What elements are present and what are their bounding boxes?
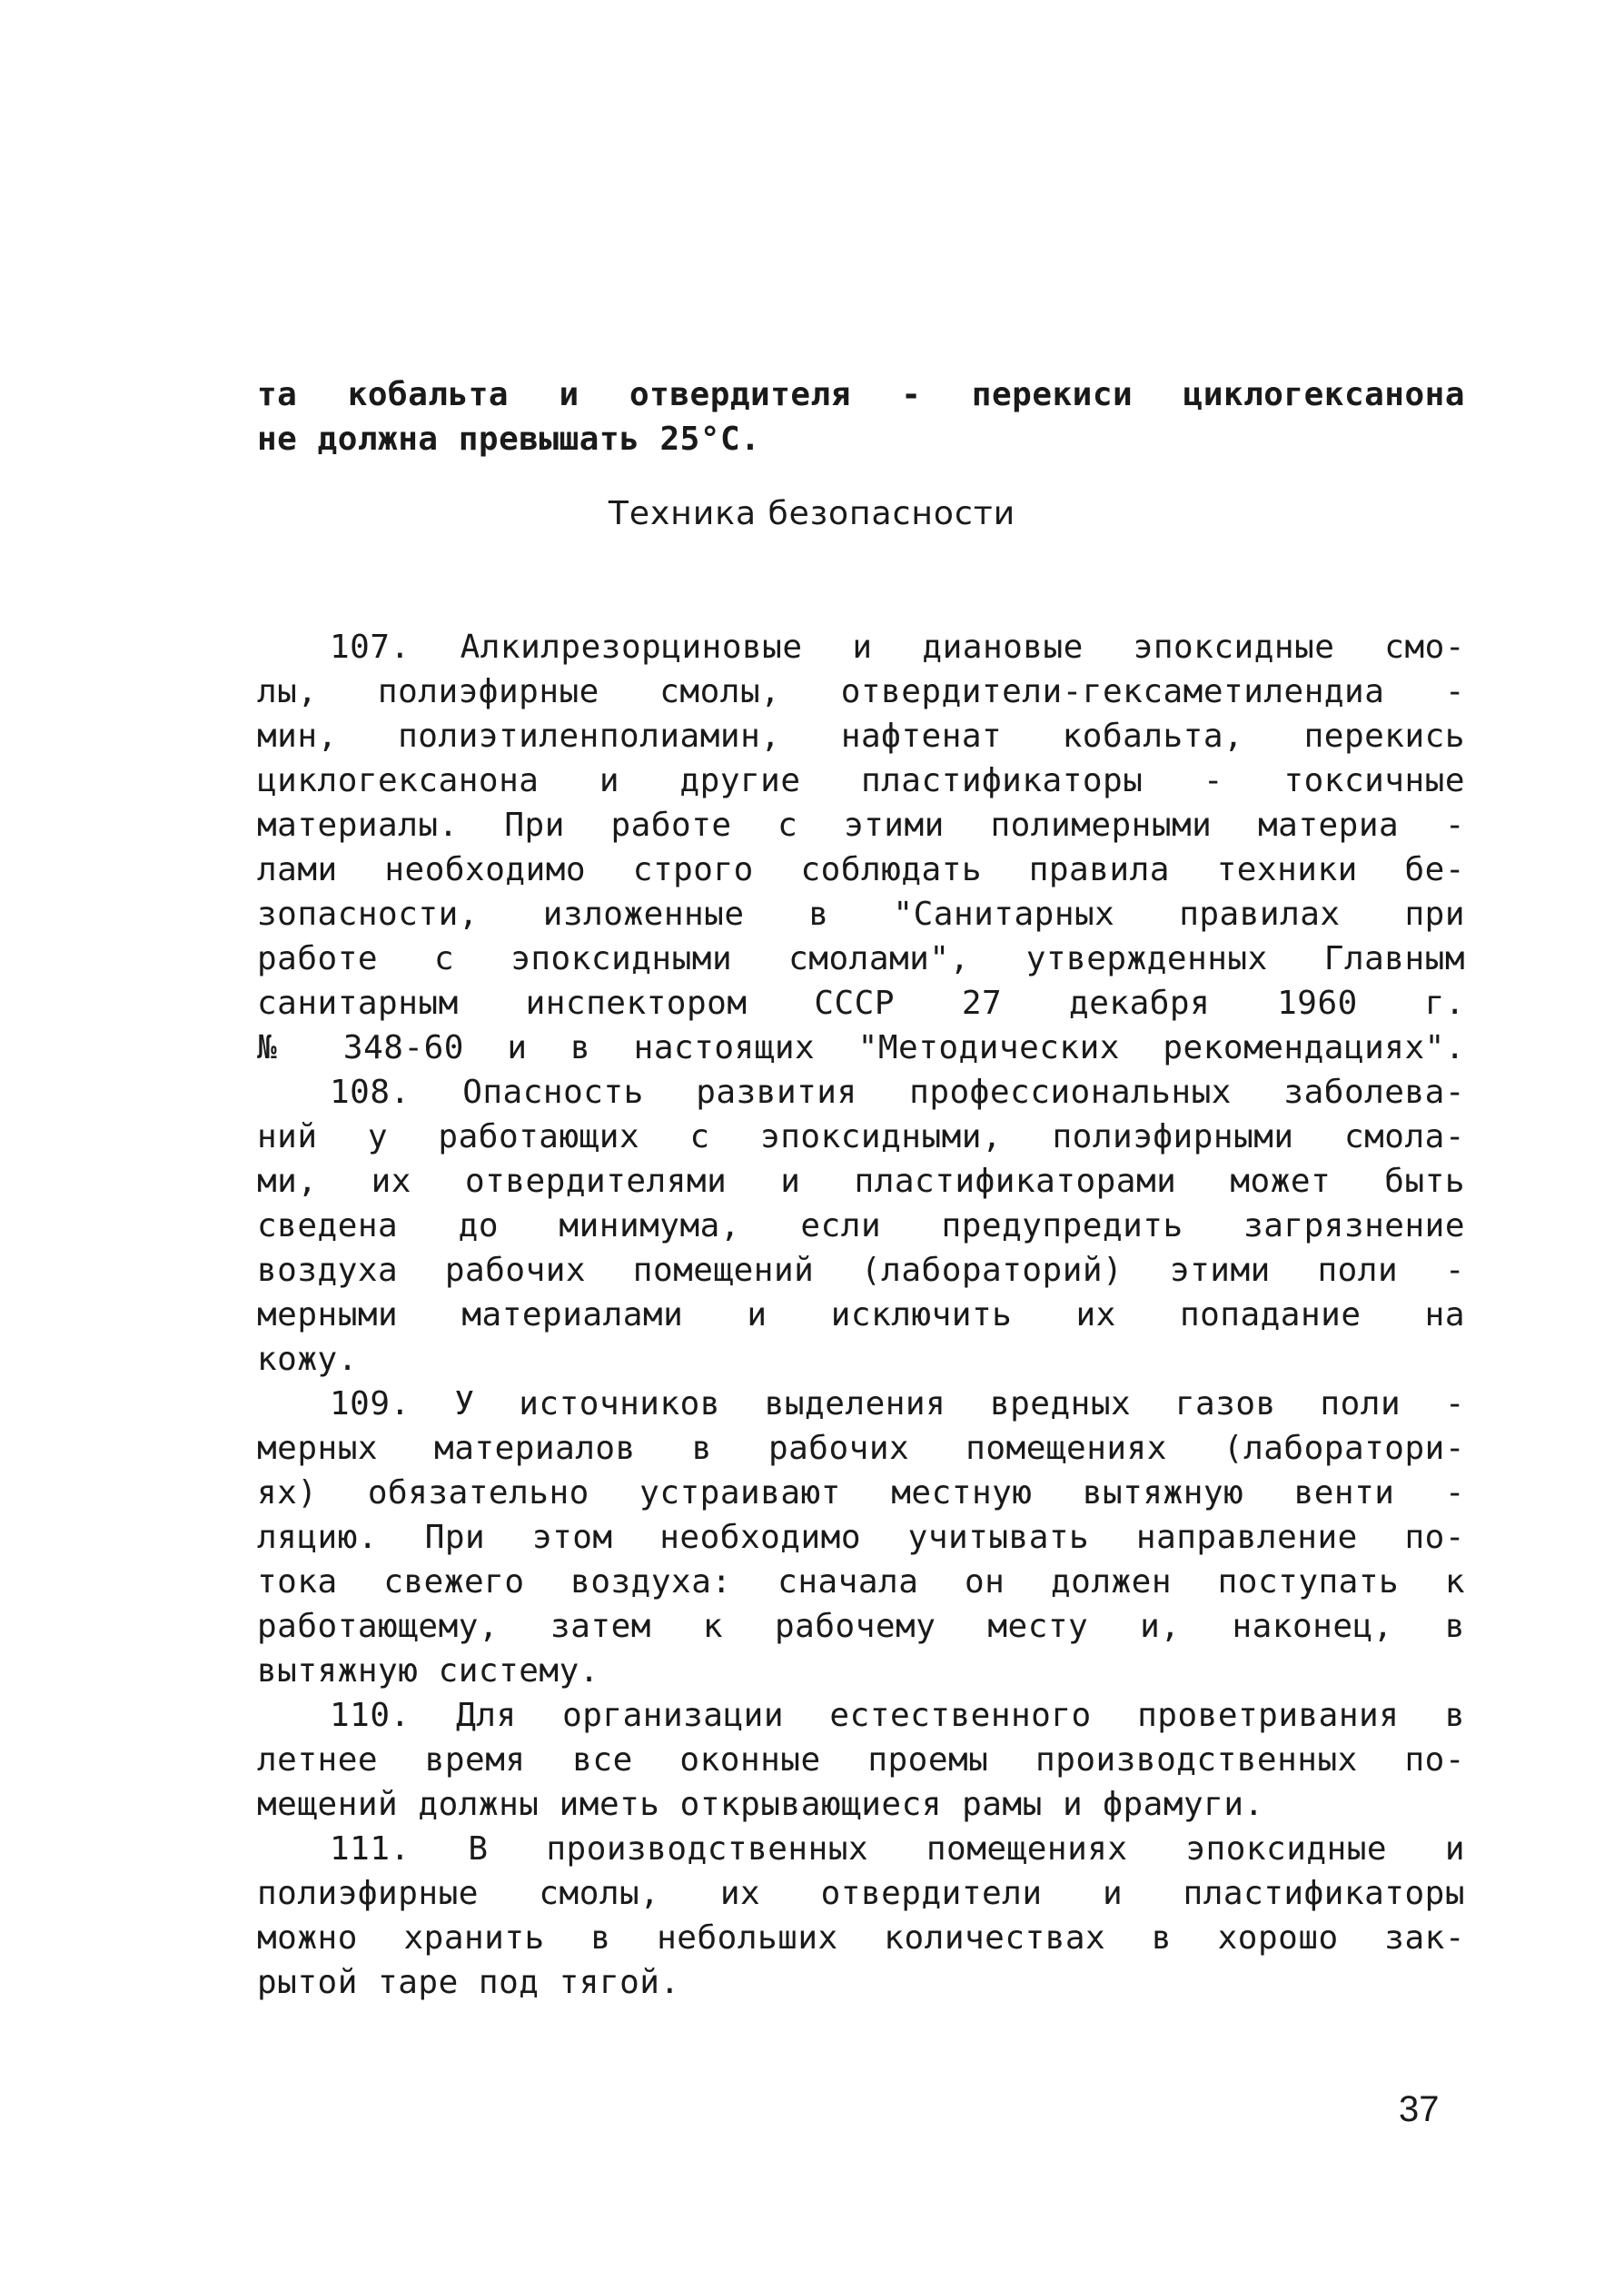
intro-line: не должна превышать 25°С. bbox=[257, 421, 761, 458]
paragraph-line: рытой таре под тягой. bbox=[257, 1964, 680, 2001]
paragraph-line: лы, полиэфирные смолы, отвердители-гексаметилендиа - bbox=[257, 673, 1465, 710]
intro-paragraph bbox=[257, 372, 1465, 461]
paragraph-line: 108. Опасность развития профессиональных заболева- bbox=[330, 1074, 1465, 1111]
section-heading: Техника безопасности bbox=[608, 495, 1016, 532]
paragraph-line: мин, полиэтиленполиамин, нафтенат кобальта, перекись bbox=[257, 718, 1465, 755]
paragraph-line: циклогексанона и другие пластификаторы - токсичные bbox=[257, 762, 1465, 799]
paragraph-line: сведена до минимума, если предупредить загрязнение bbox=[257, 1207, 1465, 1244]
paragraph-line: № 348-60 и в настоящих "Методических рекомендациях". bbox=[257, 1029, 1465, 1066]
paragraph-line: полиэфирные смолы, их отвердители и пластификаторы bbox=[257, 1875, 1465, 1912]
paragraph-line: воздуха рабочих помещений (лабораторий) этими поли - bbox=[257, 1252, 1465, 1289]
paragraph-line: мещений должны иметь открывающиеся рамы и фрамуги. bbox=[257, 1786, 1264, 1823]
paragraph-line: 107. Алкилрезорциновые и диановые эпоксидные смо- bbox=[330, 629, 1465, 666]
paragraph-line: ми, их отвердителями и пластификаторами может быть bbox=[257, 1163, 1465, 1200]
paragraph-line: санитарным инспектором СССР 27 декабря 1960 г. bbox=[257, 985, 1465, 1022]
paragraph-line: зопасности, изложенные в "Санитарных правилах при bbox=[257, 896, 1465, 933]
paragraph-line: можно хранить в небольших количествах в хорошо зак- bbox=[257, 1919, 1465, 1957]
intro-line: та кобальта и отвердителя - перекиси циклогексанона bbox=[257, 376, 1465, 413]
page-number: 37 bbox=[1399, 2089, 1440, 2129]
paragraph-line: летнее время все оконные проемы производственных по- bbox=[257, 1741, 1465, 1779]
paragraph-line: материалы. При работе с этими полимерными материа - bbox=[257, 807, 1465, 844]
paragraph-line: лами необходимо строго соблюдать правила техники бе- bbox=[257, 851, 1465, 888]
paragraph-line: 110. Для организации естественного проветривания в bbox=[330, 1697, 1465, 1734]
paragraph-line: 109. У источников выделения вредных газов поли - bbox=[330, 1385, 1465, 1423]
paragraph-line: работе с эпоксидными смолами", утвержденных Главным bbox=[257, 940, 1465, 977]
paragraph-line: кожу. bbox=[257, 1341, 358, 1378]
paragraph-line: мерными материалами и исключить их попадание на bbox=[257, 1296, 1465, 1333]
paragraph-line: ях) обязательно устраивают местную вытяжную венти - bbox=[257, 1474, 1465, 1512]
paragraph-line: ний у работающих с эпоксидными, полиэфирными смола- bbox=[257, 1118, 1465, 1155]
paragraph-line: работающему, затем к рабочему месту и, наконец, в bbox=[257, 1608, 1465, 1645]
body-text bbox=[257, 625, 1465, 2005]
paragraph-line: ляцию. При этом необходимо учитывать направление по- bbox=[257, 1519, 1465, 1556]
paragraph-line: тока свежего воздуха: сначала он должен поступать к bbox=[257, 1563, 1465, 1601]
paragraph-line: вытяжную систему. bbox=[257, 1652, 599, 1690]
paragraph-line: мерных материалов в рабочих помещениях (лаборатори- bbox=[257, 1430, 1465, 1467]
paragraph-line: 111. В производственных помещениях эпоксидные и bbox=[330, 1830, 1465, 1868]
